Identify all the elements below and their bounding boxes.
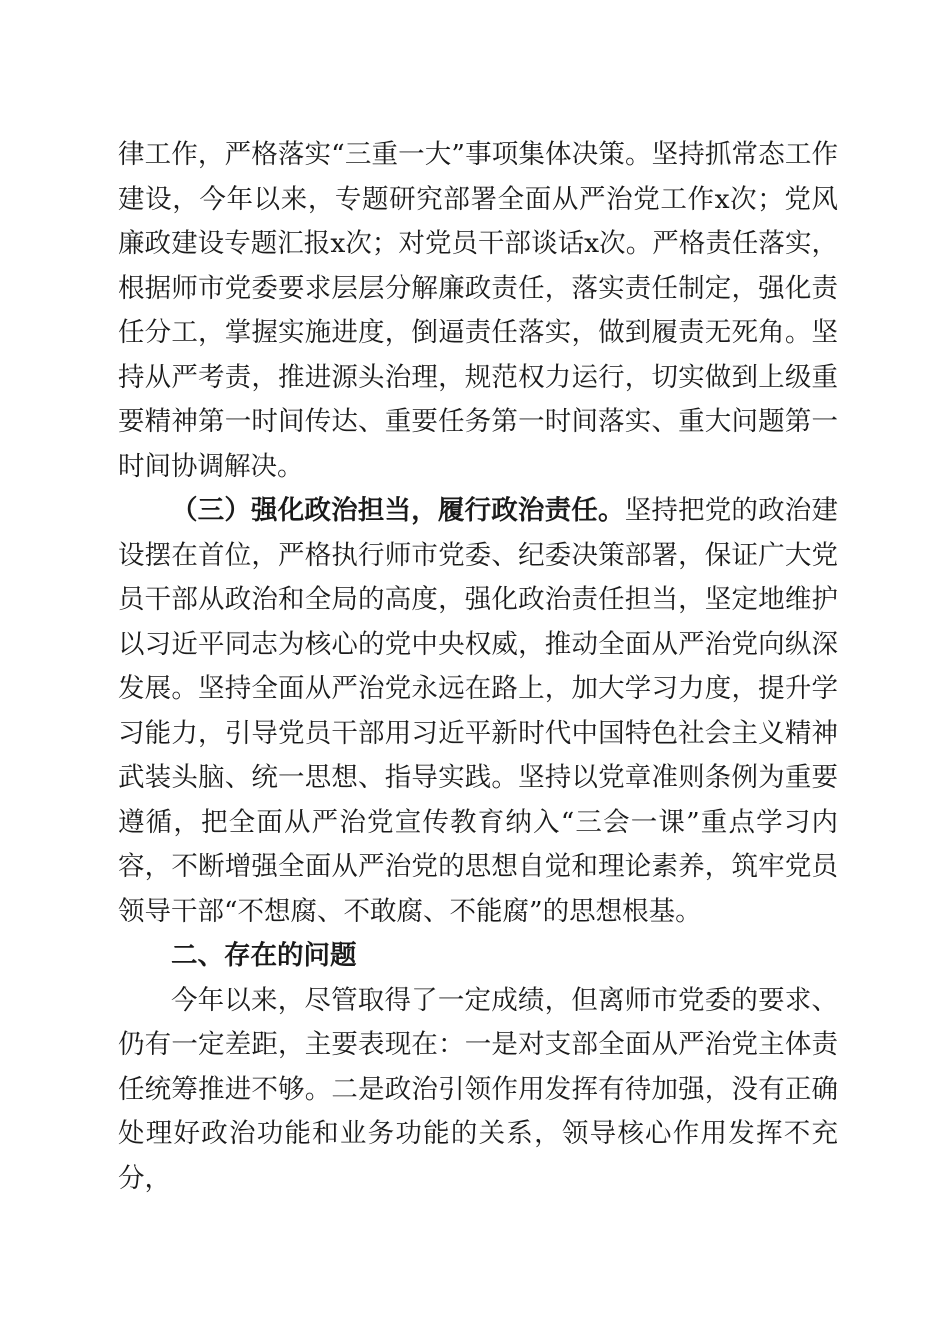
- section-three-body: 坚持把党的政治建设摆在首位，严格执行师市党委、纪委决策部署，保证广大党员干部从政治和全局的高度，强化政治责任担当，坚定地维护以习近平同志为核心的党中央权威，推动全面从严治党向纵深发展。坚持全面从严治党永远在路上，加大学习力度，提升学习能力，引导党员干部用习近平新时代中国特色社会主义精神武装头脑、统一思想、指导实践。坚持以党章准则条例为重要遵循，把全面从严治党宣传教育纳入“三会一课”重点学习内容，不断增强全面从严治党的思想自觉和理论素养，筑牢党员领导干部“不想腐、不敢腐、不能腐”的思想根基。: [118, 495, 838, 927]
- paragraph-problems: 今年以来，尽管取得了一定成绩，但离师市党委的要求、仍有一定差距，主要表现在：一是对支部全面从严治党主体责任统筹推进不够。二是政治引领作用发挥有待加强，没有正确处理好政治功能和业务功能的关系，领导核心作用发挥不充分，: [118, 984, 838, 1194]
- heading-problems: 二、存在的问题: [171, 940, 357, 971]
- document-page: [118, 133, 838, 1201]
- paragraph-section-three: [118, 489, 838, 934]
- section-three-title: （三）强化政治担当，履行政治责任。: [171, 495, 625, 526]
- paragraph-continuation: 律工作，严格落实“三重一大”事项集体决策。坚持抓常态工作建设，今年以来，专题研究部署全面从严治党工作x次；党风廉政建设专题汇报x次；对党员干部谈话x次。严格责任落实，根据师市党委要求层层分解廉政责任，落实责任制定，强化责任分工，掌握实施进度，倒逼责任落实，做到履责无死角。坚持从严考责，推进源头治理，规范权力运行，切实做到上级重要精神第一时间传达、重要任务第一时间落实、重大问题第一时间协调解决。: [118, 139, 838, 482]
